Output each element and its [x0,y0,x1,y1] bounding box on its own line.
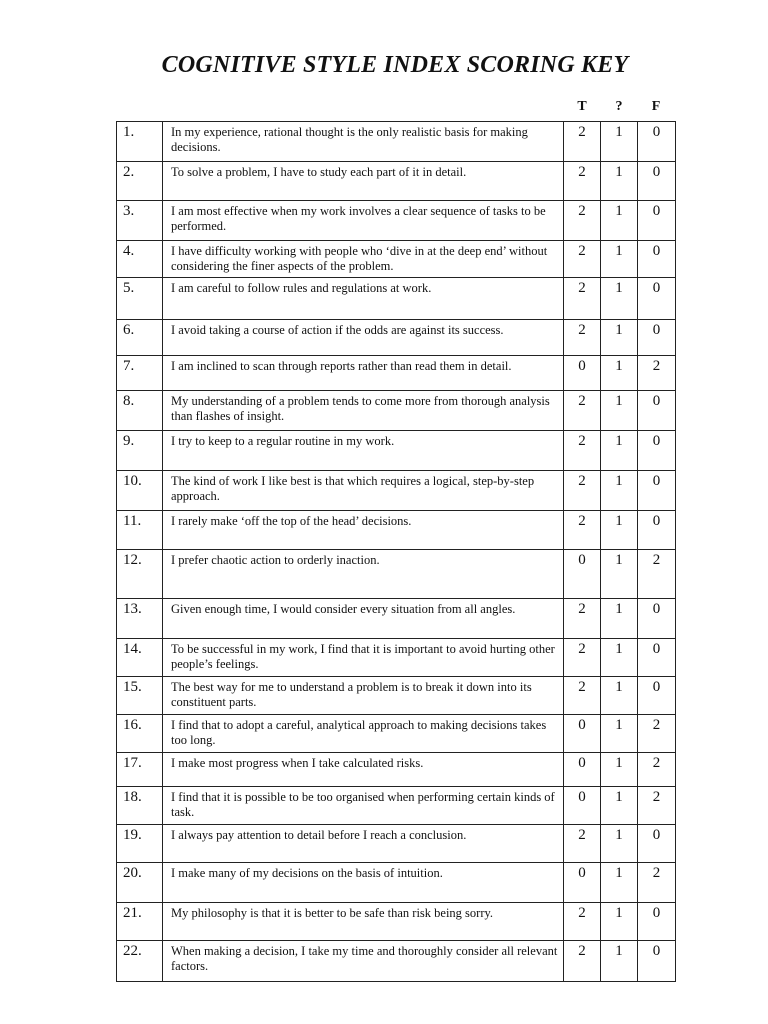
score-true: 2 [564,639,601,677]
item-number: 21. [117,903,163,941]
item-statement: In my experience, rational thought is the only realistic basis for making decisions. [163,122,564,162]
table-row [117,639,676,677]
item-statement: To solve a problem, I have to study each part of it in detail. [163,162,564,201]
item-number: 17. [117,753,163,787]
score-true: 2 [564,162,601,201]
item-number: 22. [117,941,163,982]
score-true: 0 [564,356,601,391]
table-row [117,903,676,941]
score-false: 0 [638,391,676,431]
scoring-table [116,121,676,982]
item-number: 3. [117,201,163,241]
column-header-f: F [651,99,661,114]
score-true: 2 [564,903,601,941]
table-row [117,941,676,982]
score-unsure: 1 [601,715,638,753]
table-row [117,715,676,753]
score-false: 0 [638,599,676,639]
score-true: 0 [564,753,601,787]
score-false: 0 [638,162,676,201]
score-false: 0 [638,825,676,863]
score-unsure: 1 [601,162,638,201]
item-number: 8. [117,391,163,431]
score-unsure: 1 [601,599,638,639]
item-number: 1. [117,122,163,162]
table-row [117,320,676,356]
item-statement: I make many of my decisions on the basis of intuition. [163,863,564,903]
item-number: 11. [117,511,163,550]
item-number: 6. [117,320,163,356]
score-true: 2 [564,825,601,863]
score-false: 2 [638,863,676,903]
column-header-unsure: ? [615,99,623,114]
item-number: 7. [117,356,163,391]
score-true: 2 [564,391,601,431]
score-true: 2 [564,941,601,982]
score-unsure: 1 [601,511,638,550]
score-unsure: 1 [601,320,638,356]
score-true: 2 [564,431,601,471]
score-false: 0 [638,471,676,511]
score-true: 2 [564,320,601,356]
column-header-t: T [577,99,587,114]
table-row [117,431,676,471]
item-number: 16. [117,715,163,753]
score-false: 0 [638,511,676,550]
score-false: 0 [638,122,676,162]
score-false: 2 [638,753,676,787]
table-row [117,162,676,201]
score-false: 2 [638,356,676,391]
item-number: 19. [117,825,163,863]
item-number: 10. [117,471,163,511]
score-unsure: 1 [601,356,638,391]
table-row [117,753,676,787]
score-unsure: 1 [601,201,638,241]
table-row [117,511,676,550]
score-false: 0 [638,201,676,241]
score-unsure: 1 [601,677,638,715]
score-false: 0 [638,903,676,941]
table-row [117,122,676,162]
item-number: 18. [117,787,163,825]
score-unsure: 1 [601,431,638,471]
score-unsure: 1 [601,863,638,903]
score-true: 0 [564,715,601,753]
table-row [117,825,676,863]
score-true: 0 [564,550,601,599]
table-row [117,677,676,715]
score-unsure: 1 [601,639,638,677]
score-true: 2 [564,241,601,278]
item-statement: The kind of work I like best is that which requires a logical, step-by-step approach. [163,471,564,511]
item-statement: I try to keep to a regular routine in my work. [163,431,564,471]
item-number: 5. [117,278,163,320]
item-statement: I find that to adopt a careful, analytical approach to making decisions takes too long. [163,715,564,753]
score-unsure: 1 [601,471,638,511]
item-number: 20. [117,863,163,903]
table-row [117,550,676,599]
item-statement: I am careful to follow rules and regulations at work. [163,278,564,320]
score-unsure: 1 [601,241,638,278]
item-statement: I avoid taking a course of action if the odds are against its success. [163,320,564,356]
score-unsure: 1 [601,391,638,431]
score-true: 2 [564,677,601,715]
score-false: 2 [638,715,676,753]
item-statement: I am inclined to scan through reports rather than read them in detail. [163,356,564,391]
score-true: 2 [564,511,601,550]
score-true: 2 [564,201,601,241]
item-number: 4. [117,241,163,278]
item-number: 13. [117,599,163,639]
table-row [117,471,676,511]
table-row [117,356,676,391]
score-false: 0 [638,320,676,356]
item-number: 14. [117,639,163,677]
item-statement: I have difficulty working with people who ‘dive in at the deep end’ without considering the finer aspects of the problem. [163,241,564,278]
score-true: 2 [564,471,601,511]
score-true: 2 [564,599,601,639]
item-statement: I rarely make ‘off the top of the head’ decisions. [163,511,564,550]
score-false: 0 [638,241,676,278]
table-row [117,863,676,903]
item-statement: Given enough time, I would consider every situation from all angles. [163,599,564,639]
table-row [117,599,676,639]
score-false: 0 [638,278,676,320]
table-row [117,278,676,320]
table-row [117,391,676,431]
score-false: 0 [638,941,676,982]
item-statement: My philosophy is that it is better to be safe than risk being sorry. [163,903,564,941]
item-statement: When making a decision, I take my time and thoroughly consider all relevant factors. [163,941,564,982]
item-number: 9. [117,431,163,471]
table-row [117,201,676,241]
table-row [117,241,676,278]
score-true: 0 [564,787,601,825]
item-statement: I am most effective when my work involves a clear sequence of tasks to be performed. [163,201,564,241]
score-false: 2 [638,550,676,599]
score-unsure: 1 [601,278,638,320]
score-unsure: 1 [601,122,638,162]
item-statement: I find that it is possible to be too organised when performing certain kinds of task. [163,787,564,825]
item-statement: I prefer chaotic action to orderly inaction. [163,550,564,599]
score-false: 2 [638,787,676,825]
score-unsure: 1 [601,787,638,825]
score-unsure: 1 [601,550,638,599]
item-statement: To be successful in my work, I find that it is important to avoid hurting other people’s feelings. [163,639,564,677]
item-number: 15. [117,677,163,715]
score-unsure: 1 [601,825,638,863]
item-statement: The best way for me to understand a problem is to break it down into its constituent parts. [163,677,564,715]
score-unsure: 1 [601,903,638,941]
page-title: COGNITIVE STYLE INDEX SCORING KEY [161,52,629,78]
table-row [117,787,676,825]
item-statement: I always pay attention to detail before I reach a conclusion. [163,825,564,863]
item-number: 2. [117,162,163,201]
item-statement: I make most progress when I take calculated risks. [163,753,564,787]
score-unsure: 1 [601,941,638,982]
score-true: 2 [564,278,601,320]
score-false: 0 [638,639,676,677]
score-false: 0 [638,431,676,471]
score-true: 0 [564,863,601,903]
item-number: 12. [117,550,163,599]
score-unsure: 1 [601,753,638,787]
score-true: 2 [564,122,601,162]
item-statement: My understanding of a problem tends to come more from thorough analysis than flashes of insight. [163,391,564,431]
score-false: 0 [638,677,676,715]
